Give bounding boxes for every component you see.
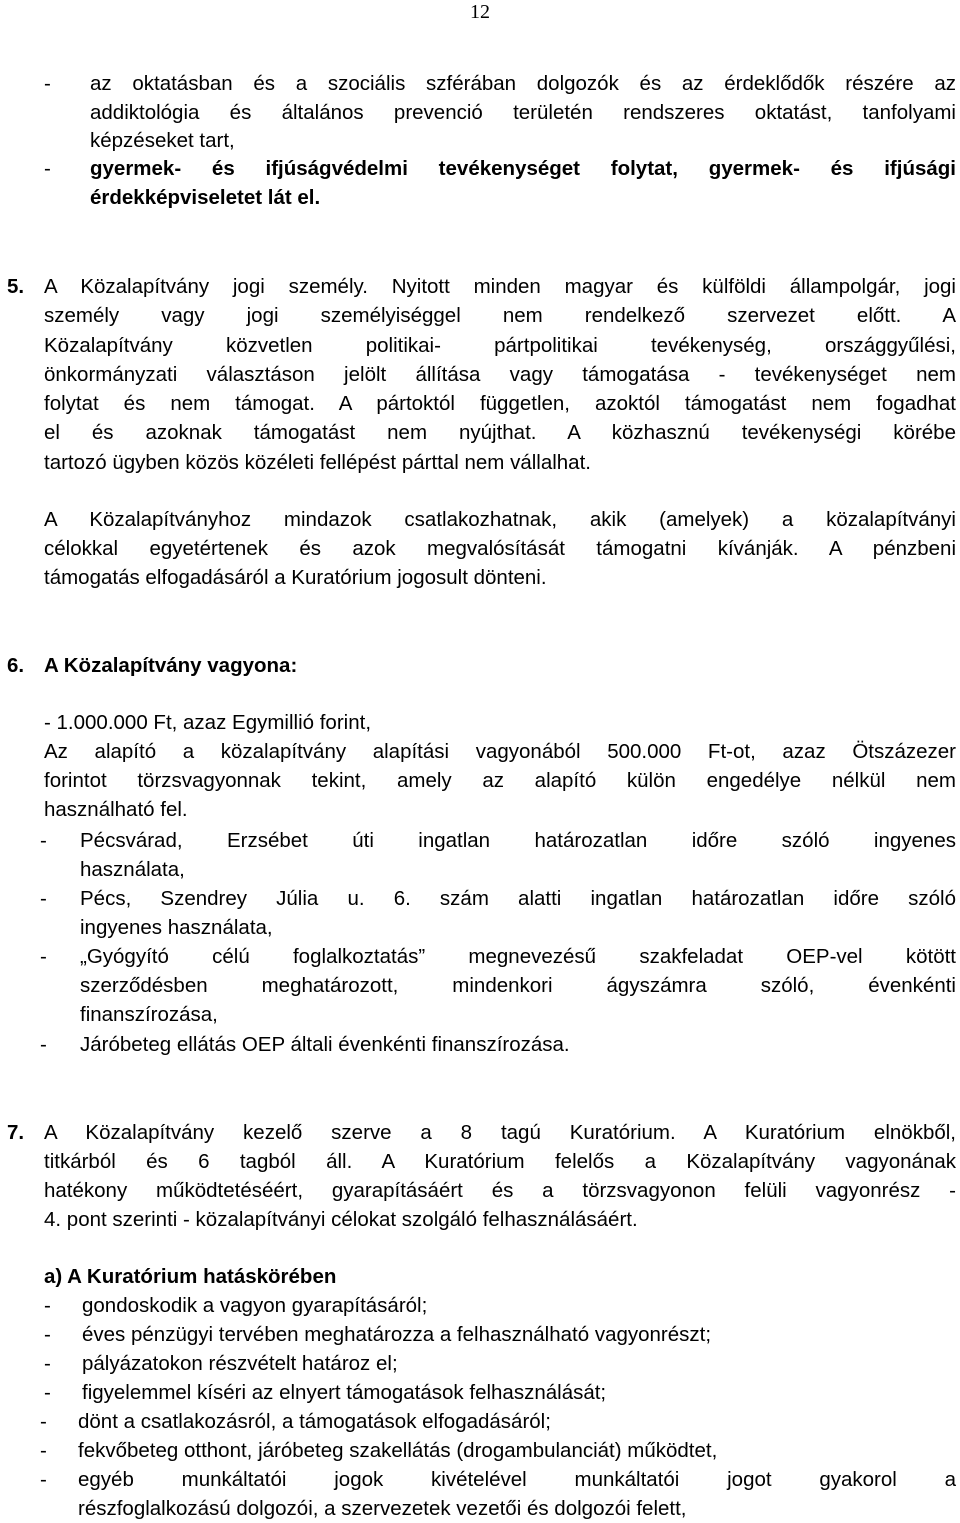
section-6-item-4-line-1: Járóbeteg ellátás OEP általi évenkénti finanszírozása. [80, 1033, 570, 1056]
section-5-line-4: önkormányzati választáson jelölt állítása vagy támogatása - tevékenységet nem [44, 363, 956, 386]
section-5-line-6: el és azoknak támogatást nem nyújthat. A közhasznú tevékenységi körébe [44, 421, 956, 444]
section-5-number: 5. [7, 275, 25, 298]
section-7-line-3: hatékony működtetéséért, gyarapításáért és a törzsvagyonon felüli vagyonrész - [44, 1179, 956, 1202]
section-6-item-1-line-2: használata, [80, 858, 185, 881]
section-6-dash-1: - [40, 829, 47, 852]
section-7-sub-a-title: a) A Kuratórium hatáskörében [44, 1265, 337, 1288]
sub-a-dash-3: - [44, 1352, 51, 1375]
section-5-para2-line-2: célokkal egyetértenek és azok megvalósítását támogatni kívánják. A pénzbeni [44, 537, 956, 560]
sub-a-dash-6: - [40, 1439, 47, 1462]
section-6-capital: - 1.000.000 Ft, azaz Egymillió forint, [44, 711, 372, 734]
section-6-item-2-line-1: Pécs, Szendrey Júlia u. 6. szám alatti ingatlan határozatlan időre szóló [80, 887, 956, 910]
section-6-item-3-line-2: szerződésben meghatározott, mindenkori ágyszámra szóló, évenkénti [80, 974, 956, 997]
section-7-line-1: A Közalapítvány kezelő szerve a 8 tagú Kuratórium. A Kuratórium elnökből, [44, 1121, 956, 1144]
sub-a-item-5: dönt a csatlakozásról, a támogatások elfogadásáról; [78, 1410, 551, 1433]
section-6-item-3-line-3: finanszírozása, [80, 1003, 218, 1026]
sub-a-item-4: figyelemmel kíséri az elnyert támogatások felhasználását; [82, 1381, 607, 1404]
section-6-item-2-line-2: ingyenes használata, [80, 916, 273, 939]
intro-dash-2: - [44, 157, 51, 180]
intro-item-2-line-2: érdekképviseletet lát el. [90, 186, 321, 209]
section-7-line-2: titkárból és 6 tagból áll. A Kuratórium felelős a Közalapítvány vagyonának [44, 1150, 956, 1173]
section-5-line-1: A Közalapítvány jogi személy. Nyitott minden magyar és külföldi állampolgár, jogi [44, 275, 956, 298]
section-6-item-1-line-1: Pécsvárad, Erzsébet úti ingatlan határozatlan időre szóló ingyenes [80, 829, 956, 852]
section-6-dash-4: - [40, 1033, 47, 1056]
section-7-line-4: 4. pont szerinti - közalapítványi célokat szolgáló felhasználásáért. [44, 1208, 638, 1231]
section-5-para2-line-1: A Közalapítványhoz mindazok csatlakozhatnak, akik (amelyek) a közalapítványi [44, 508, 956, 531]
page-number: 12 [470, 1, 490, 23]
intro-item-1-line-2: addiktológia és általános prevenció területén rendszeres oktatást, tanfolyami [90, 101, 956, 124]
sub-a-item-1: gondoskodik a vagyon gyarapításáról; [82, 1294, 428, 1317]
sub-a-dash-7: - [40, 1468, 47, 1491]
sub-a-item-7-line-2: részfoglalkozású dolgozói, a szervezetek vezetői és dolgozói felett, [78, 1497, 687, 1520]
sub-a-item-6: fekvőbeteg otthont, járóbeteg szakellátás (drogambulanciát) működtet, [78, 1439, 718, 1462]
section-6-capital-line-3: használható fel. [44, 798, 188, 821]
section-5-line-7: tartozó ügyben közös közéleti fellépést párttal nem vállalhat. [44, 451, 591, 474]
section-5-para2-line-3: támogatás elfogadásáról a Kuratórium jogosult dönteni. [44, 566, 547, 589]
sub-a-dash-1: - [44, 1294, 51, 1317]
section-6-item-3-line-1: „Gyógyító célú foglalkoztatás” megnevezésű szakfeladat OEP-vel kötött [80, 945, 956, 968]
intro-dash-1: - [44, 72, 51, 95]
section-6-dash-2: - [40, 887, 47, 910]
intro-item-1-line-3: képzéseket tart, [90, 129, 235, 152]
section-6-title: A Közalapítvány vagyona: [44, 654, 298, 677]
sub-a-item-3: pályázatokon részvételt határoz el; [82, 1352, 398, 1375]
section-6-capital-line-1: Az alapító a közalapítvány alapítási vagyonából 500.000 Ft-ot, azaz Ötszázezer [44, 740, 956, 763]
section-5-line-3: Közalapítvány közvetlen politikai- pártpolitikai tevékenység, országgyűlési, [44, 334, 956, 357]
section-6-dash-3: - [40, 945, 47, 968]
section-7-number: 7. [7, 1121, 25, 1144]
sub-a-dash-4: - [44, 1381, 51, 1404]
section-5-line-2: személy vagy jogi személyiséggel nem rendelkező szervezet előtt. A [44, 304, 956, 327]
intro-item-2-line-1: gyermek- és ifjúságvédelmi tevékenységet folytat, gyermek- és ifjúsági [90, 157, 956, 180]
sub-a-dash-5: - [40, 1410, 47, 1433]
intro-item-1-line-1: az oktatásban és a szociális szférában dolgozók és az érdeklődők részére az [90, 72, 956, 95]
sub-a-dash-2: - [44, 1323, 51, 1346]
section-5-line-5: folytat és nem támogat. A pártoktól független, azoktól támogatást nem fogadhat [44, 392, 956, 415]
sub-a-item-2: éves pénzügyi tervében meghatározza a felhasználható vagyonrészt; [82, 1323, 712, 1346]
sub-a-item-7-line-1: egyéb munkáltatói jogok kivételével munkáltatói jogot gyakorol a [78, 1468, 956, 1491]
section-6-capital-line-2: forintot törzsvagyonnak tekint, amely az alapító külön engedélye nélkül nem [44, 769, 956, 792]
section-6-number: 6. [7, 654, 25, 677]
